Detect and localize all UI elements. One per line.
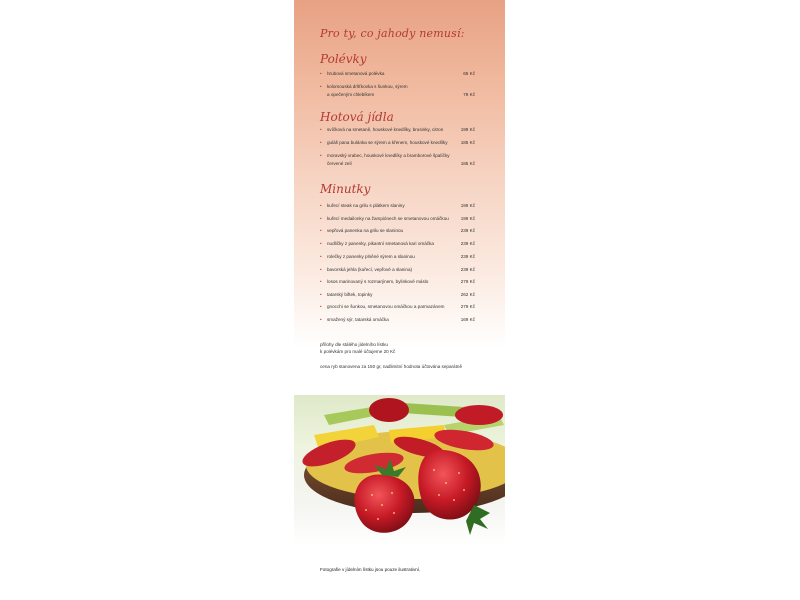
item-name: bavorská jehla (kuřecí, vepřové a slanina) (327, 267, 413, 272)
bullet-icon: • (320, 304, 322, 309)
item-price: 199 Kč (460, 216, 475, 221)
item-name-continued: červené zelí (327, 161, 352, 166)
item-name: svíčková na smetaně, houskové knedlíky, brusinky, citron (327, 127, 444, 132)
item-name: guláš pana bulánka se sýrem a křenem, houskové knedlíky (327, 140, 448, 145)
item-price: 239 Kč (460, 267, 475, 272)
bullet-icon: • (320, 279, 322, 284)
section-title-soups: Polévky (320, 52, 367, 66)
item-price: 185 Kč (460, 161, 475, 166)
section-title-minutky: Minutky (320, 182, 371, 196)
item-name: nudličky z panenky, pikantní smetanová kari omáčka (327, 241, 434, 246)
item-name: rolečky z panenky plněné sýrem a slaninou (327, 254, 415, 259)
bullet-icon: • (320, 127, 322, 132)
bullet-icon: • (320, 254, 322, 259)
item-name: moravský vrabec, houskové knedlíky a bramborové špalíčky (327, 153, 450, 158)
item-name: gnocchi se šunkou, smetanovou omáčkou a parmazánem (327, 304, 445, 309)
item-price: 239 Kč (460, 241, 475, 246)
item-name-continued: a opečeným chlebíkem (327, 92, 375, 97)
note-soup-kids: k polévkám pro malé účtujeme 20 Kč (320, 349, 396, 354)
item-price: 199 Kč (460, 203, 475, 208)
menu-content (294, 0, 505, 395)
item-name: smažený sýr, tatarská omáčka (327, 317, 389, 322)
bullet-icon: • (320, 203, 322, 208)
item-name: tatarský biftek, topinky (327, 292, 373, 297)
strawberry-tart-photo (294, 395, 505, 545)
bullet-icon: • (320, 216, 322, 221)
item-price: 239 Kč (460, 254, 475, 259)
item-price: 279 Kč (460, 304, 475, 309)
item-price: 262 Kč (460, 292, 475, 297)
item-price: 65 Kč (463, 71, 475, 76)
item-price: 279 Kč (460, 279, 475, 284)
item-price: 239 Kč (460, 228, 475, 233)
item-name: kuřecí steak na grilu s plátkem slaniny (327, 203, 405, 208)
note-fish-price: cena ryb stanovena za 150 gr, nadlimitní hodnota účtována separátně (320, 364, 462, 369)
section-title-main-dishes: Hotová jídla (320, 110, 394, 124)
bullet-icon: • (320, 140, 322, 145)
photo-disclaimer: Fotografie v jídelním lístku jsou pouze ilustrativní. (320, 567, 421, 572)
bullet-icon: • (320, 153, 322, 158)
item-name: kolomouská dršťkovka s šunkou, sýrem (327, 84, 408, 89)
item-price: 169 Kč (460, 317, 475, 322)
menu-page (294, 0, 505, 600)
note-side-dishes: přílohy dle stálého jídelního lístku (320, 342, 388, 347)
bullet-icon: • (320, 292, 322, 297)
item-name: vepřová panenka na grilu se slaninou (327, 228, 404, 233)
bullet-icon: • (320, 241, 322, 246)
item-price: 79 Kč (463, 92, 475, 97)
bullet-icon: • (320, 71, 322, 76)
strawberry-tart-illustration (294, 395, 505, 545)
bullet-icon: • (320, 84, 322, 89)
item-price: 199 Kč (460, 127, 475, 132)
item-name: hrubová smetanová polévka (327, 71, 385, 76)
item-name: kuřecí medailonky na žampiónech se smetanovou omáčkou (327, 216, 449, 221)
bullet-icon: • (320, 267, 322, 272)
item-price: 185 Kč (460, 140, 475, 145)
item-name: losos marinovaný s rozmarýnem, bylinkové máslo (327, 279, 429, 284)
bullet-icon: • (320, 317, 322, 322)
menu-tagline: Pro ty, co jahody nemusí: (320, 27, 465, 40)
bullet-icon: • (320, 228, 322, 233)
